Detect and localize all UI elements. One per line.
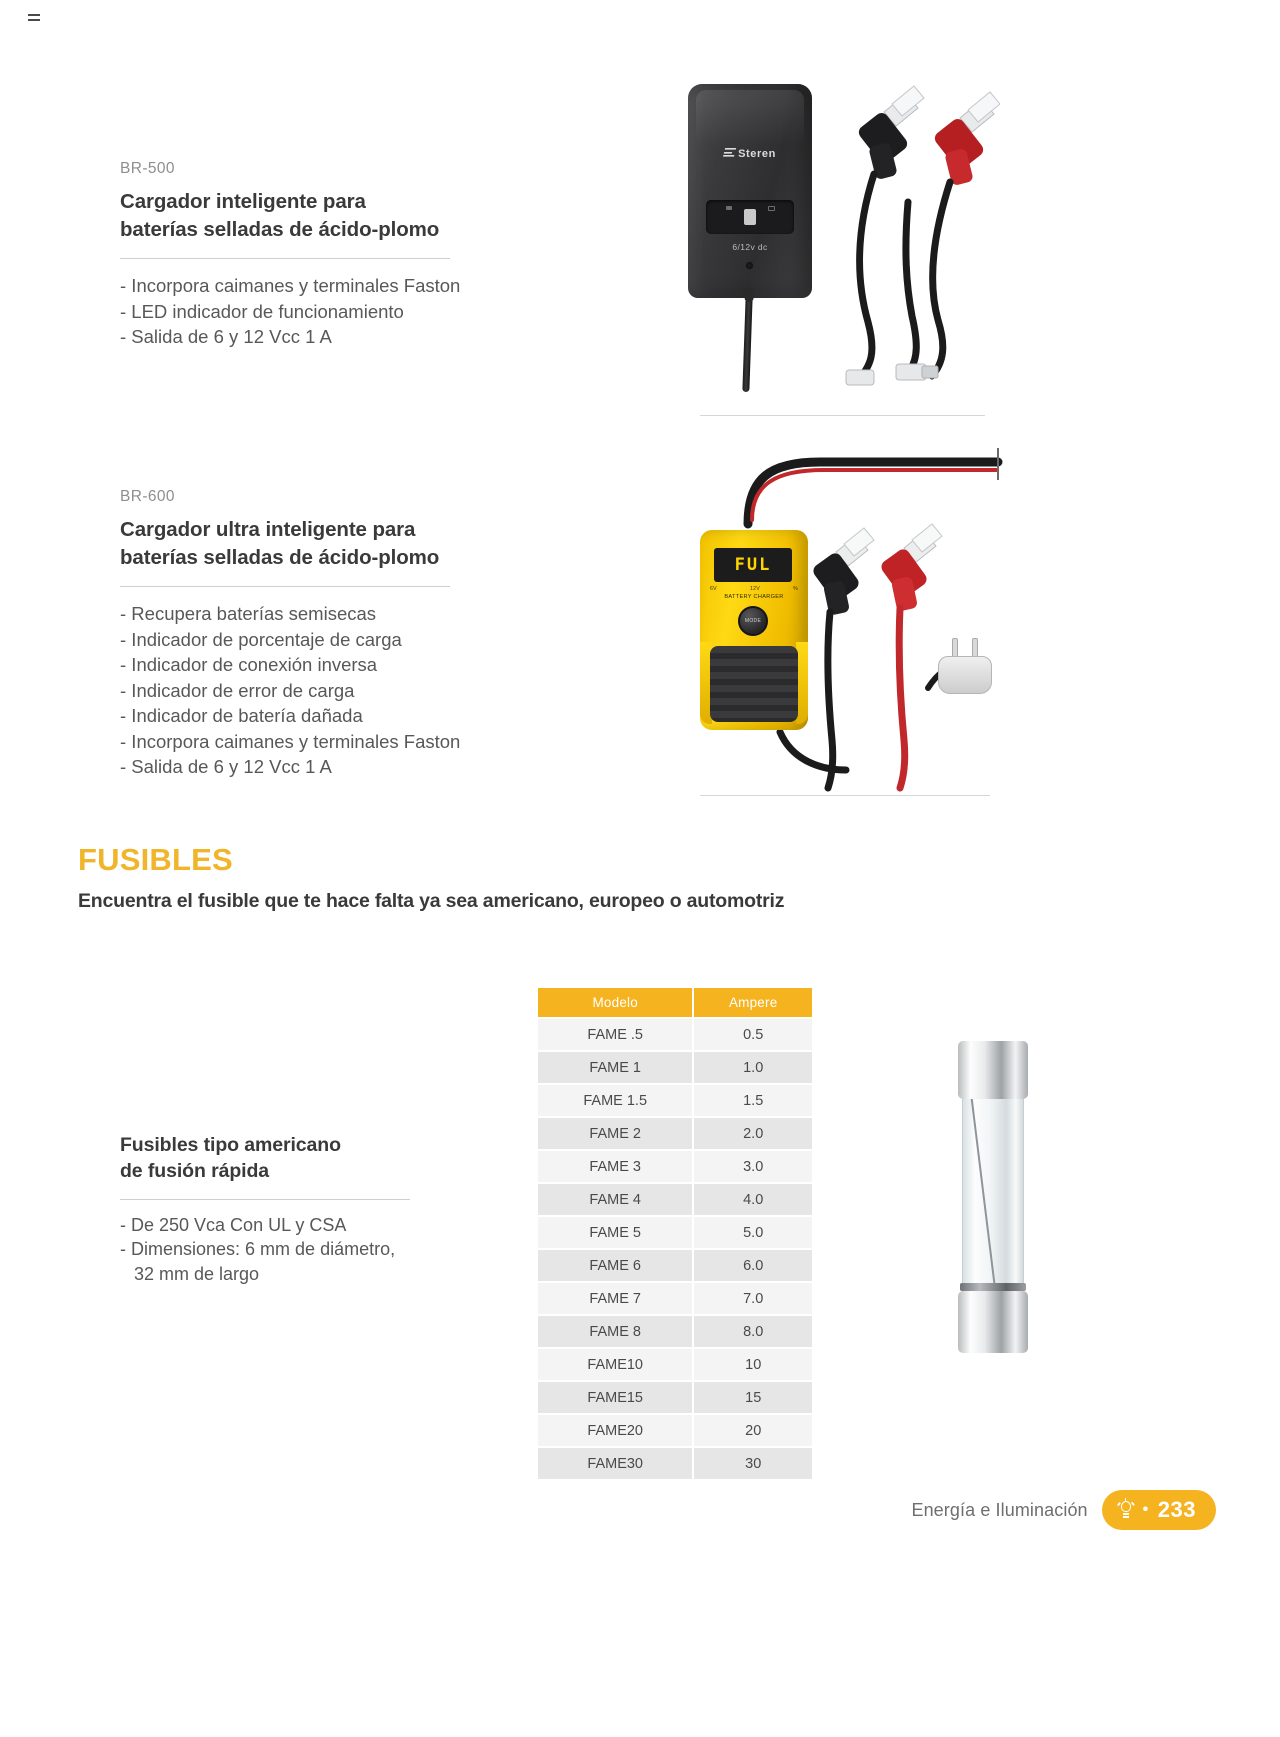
charger-body-icon <box>700 530 808 730</box>
charger-voltage-label: 6/12v dc <box>732 242 768 252</box>
feature-item: - Indicador de batería dañada <box>120 705 363 727</box>
page-number: 233 <box>1157 1497 1196 1522</box>
feature-item: - Indicador de error de carga <box>120 679 355 701</box>
table-row <box>538 1019 812 1050</box>
feature-item: - Incorpora caimanes y terminales Faston <box>120 730 461 752</box>
cell-modelo: FAME15 <box>538 1382 692 1413</box>
red-lead-wire <box>899 608 905 788</box>
charger-grip <box>710 646 798 722</box>
cell-ampere: 7.0 <box>694 1283 812 1314</box>
product-title-line1: Cargador inteligente para <box>120 190 366 213</box>
feature-item: - Recupera baterías semisecas <box>120 603 377 625</box>
table-row <box>538 1118 812 1149</box>
cell-ampere: 1.5 <box>694 1085 812 1116</box>
page-number-pill <box>1102 1490 1216 1530</box>
mode-button-label: MODE <box>744 618 762 624</box>
table-row <box>538 1151 812 1182</box>
table-row <box>538 1052 812 1083</box>
cell-modelo: FAME30 <box>538 1448 692 1479</box>
product-title-line1: Cargador ultra inteligente para <box>120 518 416 541</box>
fuse-title-line2: de fusión rápida <box>120 1160 270 1183</box>
product-sku: BR-500 <box>120 160 175 177</box>
table-row <box>538 1085 812 1116</box>
ac-plug-icon <box>938 638 992 694</box>
cell-ampere: 3.0 <box>694 1151 812 1182</box>
plug-body <box>938 656 992 694</box>
cell-modelo: FAME 3 <box>538 1151 692 1182</box>
divider <box>120 1199 410 1200</box>
feature-item: - De 250 Vca Con UL y CSA <box>120 1214 347 1235</box>
legend-left: 6V <box>710 586 717 592</box>
cell-modelo: FAME 1.5 <box>538 1085 692 1116</box>
column-header-ampere: Ampere <box>694 988 812 1017</box>
cell-ampere: 2.0 <box>694 1118 812 1149</box>
page-footer <box>911 1490 1216 1530</box>
device-label: BATTERY CHARGER <box>724 594 784 600</box>
corner-crop-mark <box>28 14 40 25</box>
table-row <box>538 1448 812 1479</box>
product-br600 <box>120 488 520 780</box>
brand-text: Steren <box>738 148 776 160</box>
black-alligator-clip-icon <box>811 528 874 616</box>
feature-item: - Salida de 6 y 12 Vcc 1 A <box>120 326 332 348</box>
cell-modelo: FAME 1 <box>538 1052 692 1083</box>
fuse-product-image <box>940 1035 1050 1365</box>
table-row <box>538 1415 812 1446</box>
product-title-line2: baterías selladas de ácido-plomo <box>120 545 440 569</box>
feature-item: - Incorpora caimanes y terminales Faston <box>120 275 461 297</box>
red-wire-sheath <box>932 182 950 376</box>
table-body <box>538 1019 812 1479</box>
red-alligator-clip-icon <box>932 92 1000 186</box>
feature-item: - Dimensiones: 6 mm de diámetro, <box>120 1239 396 1260</box>
fuse-end-cap <box>958 1291 1028 1353</box>
product-title <box>120 516 520 571</box>
table-row <box>538 1316 812 1347</box>
mode-button-icon <box>738 606 768 636</box>
legend-mid: 12V <box>750 586 760 592</box>
faston-terminal-icon <box>846 370 874 385</box>
charger-display <box>714 548 792 582</box>
table-row <box>538 1349 812 1380</box>
divider <box>120 258 450 259</box>
clip-leads-svg <box>660 70 1000 430</box>
product-sku: BR-600 <box>120 488 175 505</box>
cell-ampere: 8.0 <box>694 1316 812 1347</box>
fuse-product-block <box>120 1132 450 1287</box>
table-row <box>538 1283 812 1314</box>
cell-modelo: FAME 4 <box>538 1184 692 1215</box>
footer-separator: • <box>1142 1501 1149 1518</box>
table-header-row <box>538 988 812 1017</box>
cell-modelo: FAME 5 <box>538 1217 692 1248</box>
cell-ampere: 4.0 <box>694 1184 812 1215</box>
table-row <box>538 1217 812 1248</box>
table-row <box>538 1382 812 1413</box>
product-br500 <box>120 160 520 350</box>
cell-ampere: 30 <box>694 1448 812 1479</box>
black-alligator-clip-icon <box>856 86 924 180</box>
cell-ampere: 0.5 <box>694 1019 812 1050</box>
cell-modelo: FAME 2 <box>538 1118 692 1149</box>
fuse-title <box>120 1132 450 1185</box>
fuses-table <box>536 986 814 1481</box>
product-image-br500 <box>660 70 1000 430</box>
cell-modelo: FAME .5 <box>538 1019 692 1050</box>
red-alligator-clip-icon <box>879 524 942 612</box>
cell-ampere: 6.0 <box>694 1250 812 1281</box>
table-row <box>538 1184 812 1215</box>
feature-item: - Indicador de porcentaje de carga <box>120 628 402 650</box>
cell-ampere: 10 <box>694 1349 812 1380</box>
fuse-title-line1: Fusibles tipo americano <box>120 1134 341 1156</box>
cell-ampere: 5.0 <box>694 1217 812 1248</box>
lightbulb-icon <box>1118 1501 1134 1519</box>
fuse-cap-band <box>960 1283 1026 1291</box>
cell-modelo: FAME20 <box>538 1415 692 1446</box>
cell-modelo: FAME 6 <box>538 1250 692 1281</box>
feature-item: - Salida de 6 y 12 Vcc 1 A <box>120 756 332 778</box>
divider <box>120 586 450 587</box>
black-lead-wire <box>828 612 833 788</box>
cell-ampere: 20 <box>694 1415 812 1446</box>
cell-modelo: FAME10 <box>538 1349 692 1380</box>
faston-terminal-icon <box>896 364 938 380</box>
faston-wire <box>906 202 916 370</box>
product-image-br600 <box>660 440 1010 810</box>
product-title-line2: baterías selladas de ácido-plomo <box>120 217 440 241</box>
display-value: FUL <box>734 555 772 575</box>
cell-modelo: FAME 8 <box>538 1316 692 1347</box>
black-wire <box>856 174 874 382</box>
table-row <box>538 1250 812 1281</box>
product-title <box>120 188 520 243</box>
column-header-modelo: Modelo <box>538 988 692 1017</box>
feature-item: - Indicador de conexión inversa <box>120 654 378 676</box>
top-red-cable <box>752 470 996 520</box>
feature-item-continued: 32 mm de largo <box>134 1264 260 1285</box>
cell-ampere: 15 <box>694 1382 812 1413</box>
fuse-end-cap <box>958 1041 1028 1099</box>
feature-item: - LED indicador de funcionamiento <box>120 300 404 322</box>
footer-section-label: Energía e Iluminación <box>911 1499 1088 1520</box>
cell-modelo: FAME 7 <box>538 1283 692 1314</box>
legend-right: % <box>793 586 798 592</box>
section-heading: FUSIBLES <box>78 842 233 877</box>
section-subheading: Encuentra el fusible que te hace falta ya sea americano, europeo o automotriz <box>78 890 785 912</box>
cell-ampere: 1.0 <box>694 1052 812 1083</box>
